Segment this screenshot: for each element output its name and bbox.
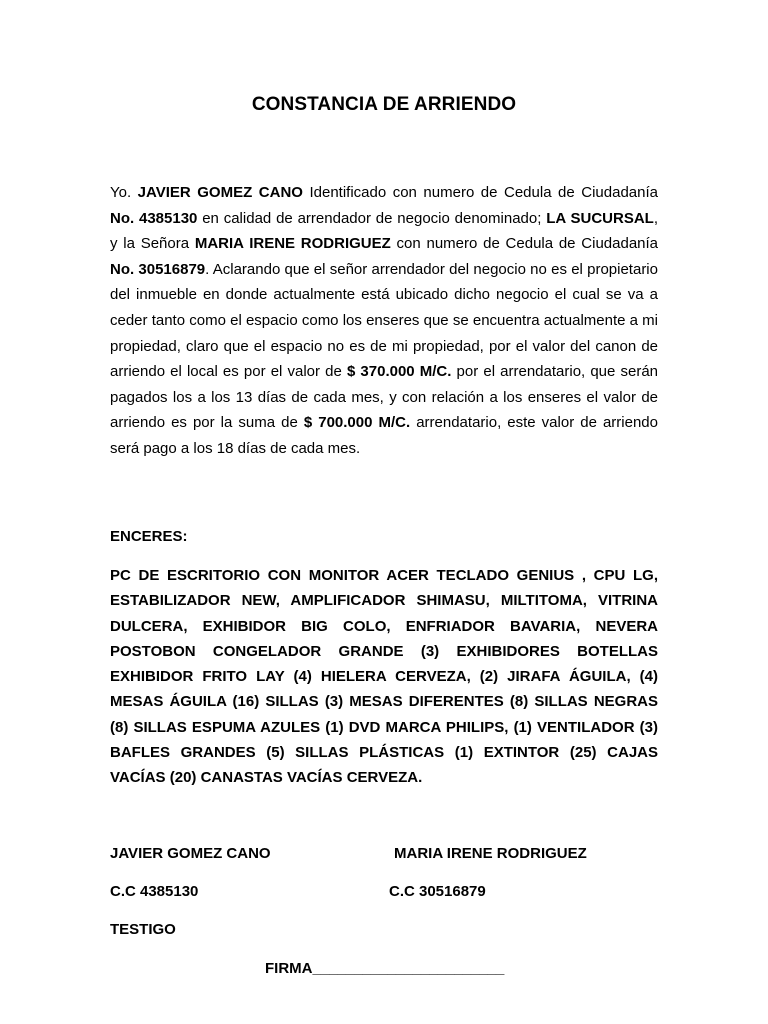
- inventory-list: PC DE ESCRITORIO CON MONITOR ACER TECLADO GENIUS , CPU LG, ESTABILIZADOR NEW, AMPLIFICADOR SHIMASU, MILTITOMA, VITRINA DULCERA, EXHIBIDOR BIG COLO, ENFRIADOR BAVARIA, NEVERA POSTOBON CONGELADOR GRANDE (3) EXHIBIDORES BOTELLAS EXHIBIDOR FRITO LAY (4) HIELERA CERVEZA, (2) JIRAFA ÁGUILA, (4) MESAS ÁGUILA (16) SILLAS (3) MESAS DIFERENTES (8) SILLAS NEGRAS (8) SILLAS ESPUMA AZULES (1) DVD MARCA PHILIPS, (1) VENTILADOR (3) BAFLES GRANDES (5) SILLAS PLÁSTICAS (1) EXTINTOR (25) CAJAS VACÍAS (20) CANASTAS VACÍAS CERVEZA.: [110, 567, 658, 787]
- intro-text-6: . Aclarando que el señor arrendador del negocio no es el propietario del inmueble en donde actualmente está ubicado dicho negocio el cual se va a ceder tanto como el espacio como los enseres que se encuentra actualmente a mi propiedad, claro que el espacio no es de mi propiedad, por el valor del canon de arriendo el local es por el valor de: [110, 260, 658, 381]
- signature-line: FIRMA_______________________: [265, 960, 505, 977]
- rent-amount-goods: $ 700.000 M/C.: [303, 414, 411, 432]
- business-name: LA SUCURSAL: [546, 209, 654, 227]
- inventory-heading: ENCERES:: [110, 528, 188, 545]
- witness-label: TESTIGO: [110, 921, 176, 938]
- intro-paragraph: [110, 180, 658, 462]
- party1-id: C.C 4385130: [110, 883, 199, 900]
- intro-text-8: arrendatario, este valor de arriendo será pago a los 18 días de cada mes.: [110, 414, 658, 457]
- lessee-id-number: No. 30516879: [110, 260, 206, 278]
- lessor-id-number: No. 4385130: [110, 209, 198, 227]
- intro-text-4: , y la Señora: [110, 209, 658, 253]
- intro-text-5: con numero de Cedula de Ciudadanía: [390, 235, 659, 253]
- rent-amount-local: $ 370.000 M/C.: [346, 363, 452, 381]
- party2-name: MARIA IRENE RODRIGUEZ: [394, 845, 587, 862]
- party2-id: C.C 30516879: [389, 883, 486, 900]
- intro-text-1: Yo.: [110, 184, 138, 201]
- lessor-name: JAVIER GOMEZ CANO: [137, 184, 303, 201]
- intro-text-7: por el arrendatario, que serán pagados los a los 13 días de cada mes, y con relación a los enseres el valor de arriendo es por la suma de: [110, 363, 659, 432]
- intro-text-2: Identificado con numero de Cedula de Ciudadanía: [302, 184, 658, 201]
- party1-name: JAVIER GOMEZ CANO: [110, 845, 271, 862]
- intro-text-3: en calidad de arrendador de negocio denominado;: [197, 209, 547, 227]
- lessee-name: MARIA IRENE RODRIGUEZ: [194, 235, 391, 253]
- document-title: CONSTANCIA DE ARRIENDO: [251, 94, 517, 115]
